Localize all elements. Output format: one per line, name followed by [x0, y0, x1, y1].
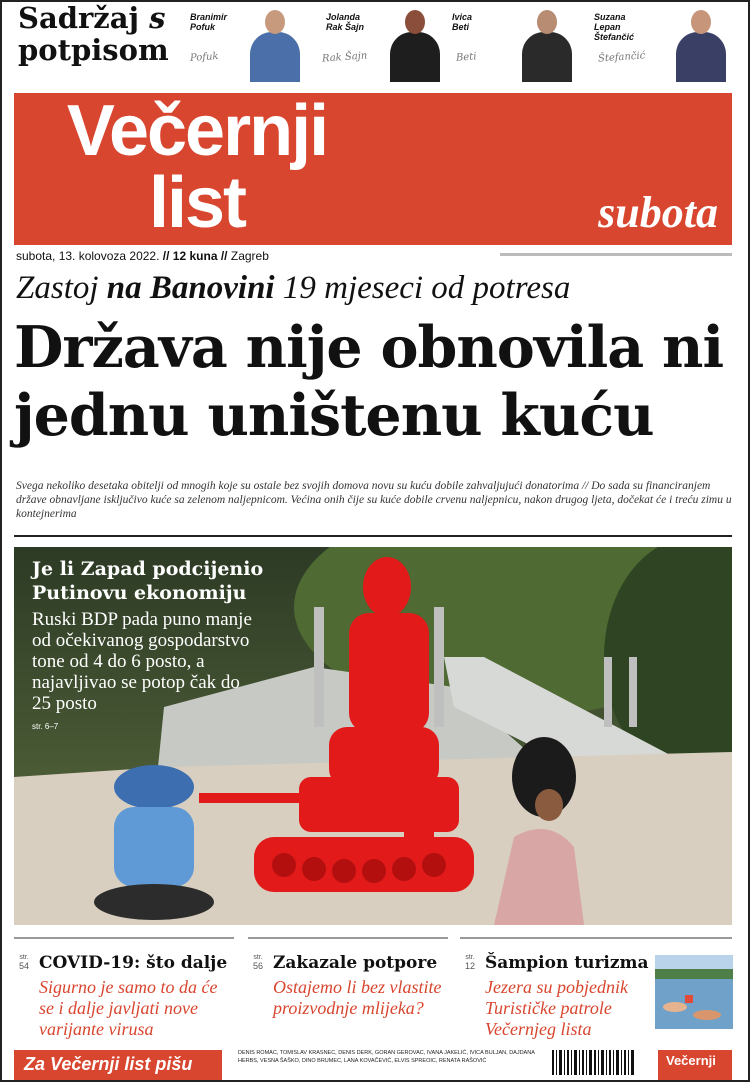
author-last-name: Rak Šajn — [326, 22, 365, 32]
barcode-icon — [552, 1050, 634, 1075]
photo-story-text: Ruski BDP pada puno manje od očekivanog gospodarstvo tone od 4 do 6 posto, a najavljivao se potop čak do 25 posto — [32, 609, 252, 714]
author-portrait[interactable] — [518, 6, 576, 82]
page-number: 56 — [252, 961, 263, 971]
teaser-text: Ostajemo li bez vlastite proizvodnje mlijeka? — [273, 977, 442, 1018]
masthead-logo[interactable] — [14, 93, 732, 245]
photo-story-title[interactable]: Je li Zapad podcijenio Putinovu ekonomiju — [32, 558, 264, 604]
footer-logo[interactable] — [658, 1050, 732, 1080]
teaser-text: Jezera su pobjednik Turističke patrole Večernjeg lista — [485, 977, 628, 1039]
foreign-prices — [500, 252, 732, 259]
beach-thumbnail[interactable] — [655, 955, 733, 1029]
teaser-text: Sigurno je samo to da će se i dalje javljati nove varijante virusa — [39, 977, 218, 1039]
teaser-title: Zakazale potpore — [273, 953, 438, 973]
photo-text-overlay — [14, 547, 264, 747]
teaser-title: COVID-19: što dalje — [39, 953, 228, 973]
masthead-title-line: list — [148, 163, 246, 243]
author-portrait[interactable] — [672, 6, 730, 82]
separator: // — [220, 249, 228, 263]
author-last-name: Pofuk — [190, 22, 216, 32]
author-first-name: Ivica — [452, 12, 473, 22]
author-signature: Rak Šajn — [321, 50, 368, 65]
section-title-word: Sadržaj — [18, 1, 140, 35]
page-number: 54 — [18, 961, 29, 971]
teaser-page-ref — [460, 953, 480, 971]
author-first-name: Branimir — [190, 12, 228, 22]
divider — [14, 535, 732, 537]
author-signature: Štefančić — [597, 50, 646, 65]
author-portrait[interactable] — [246, 6, 304, 82]
masthead-day: subota — [598, 188, 718, 237]
author-last-name: Štefančić — [594, 32, 635, 42]
author-name[interactable] — [594, 12, 634, 42]
cover-photo[interactable] — [14, 547, 732, 925]
main-headline[interactable]: Država nije obnovila ni jednu uništenu kuću — [14, 314, 724, 449]
page-number: 12 — [464, 961, 475, 971]
author-first-name: Suzana — [594, 12, 626, 22]
author-signature: Pofuk — [189, 51, 219, 64]
kicker-part: 19 mjeseci od potresa — [282, 270, 571, 306]
photo-story-page: str. 6–7 — [32, 722, 59, 731]
author-last-name: Lepan — [594, 22, 621, 32]
beach-photo-icon — [655, 955, 733, 1029]
dateline — [16, 249, 269, 263]
section-title-word: potpisom — [18, 33, 169, 67]
author-first-name: Jolanda — [326, 12, 361, 22]
teaser-item[interactable] — [248, 937, 448, 1042]
contributors-banner[interactable] — [14, 1050, 222, 1080]
author-name[interactable] — [190, 12, 227, 32]
barcode — [552, 1050, 634, 1075]
author-last-name: Beti — [452, 22, 470, 32]
teaser-item[interactable] — [14, 937, 234, 1042]
section-title-word: s — [149, 1, 166, 35]
story-kicker[interactable] — [16, 268, 570, 308]
price-strip-icon — [500, 252, 732, 257]
lead-paragraph: Svega nekoliko desetaka obitelji od mnogih koje su ostale bez svojih domova novu su kuću dobile zahvaljujući donatorima // Do sada su financiranjem države obnavljane isključivo kuće sa zelenom naljepnicom. Većina onih čije su kuće dobile crvenu naljepnicu, nakon drugog ljeta, dočekat će i treću zimu u kontejnerima — [16, 480, 732, 520]
page-label: str. — [253, 954, 263, 961]
contributors-banner-label: Za Večernji list pišu — [24, 1054, 193, 1074]
contributors-list: DENIS ROMAC, TOMISLAV KRASNEC, DENIS DERK, GORAN GEROVAC, IVANA JAKELIĆ, IVICA BULJAN, DAJDANA HERBS, VESNA ŠAŠKO, DINO BRUMEC, LANA KOVAČEVIĆ, ELVIS SPREOIC, RENATA RAŠOVIĆ — [238, 1050, 535, 1064]
issue-price: 12 kuna — [172, 249, 218, 263]
teaser-page-ref — [14, 953, 34, 971]
separator: // — [162, 249, 170, 263]
page-label: str. — [19, 954, 29, 961]
teaser-page-ref — [248, 953, 268, 971]
section-title[interactable] — [18, 2, 169, 66]
issue-city: Zagreb — [230, 249, 269, 263]
issue-date: subota, 13. kolovoza 2022. — [16, 249, 160, 263]
kicker-part: na Banovini — [106, 270, 275, 306]
author-name[interactable] — [452, 12, 472, 32]
kicker-part: Zastoj — [16, 270, 99, 306]
masthead-title-line: Večernji — [66, 91, 328, 171]
masthead-title — [32, 91, 362, 243]
footer-logo-text: Večernji — [666, 1053, 716, 1068]
author-signature: Beti — [455, 51, 477, 64]
author-name[interactable] — [326, 12, 364, 32]
author-portrait[interactable] — [386, 6, 444, 82]
page-label: str. — [465, 954, 475, 961]
teaser-title: Šampion turizma — [485, 953, 649, 973]
